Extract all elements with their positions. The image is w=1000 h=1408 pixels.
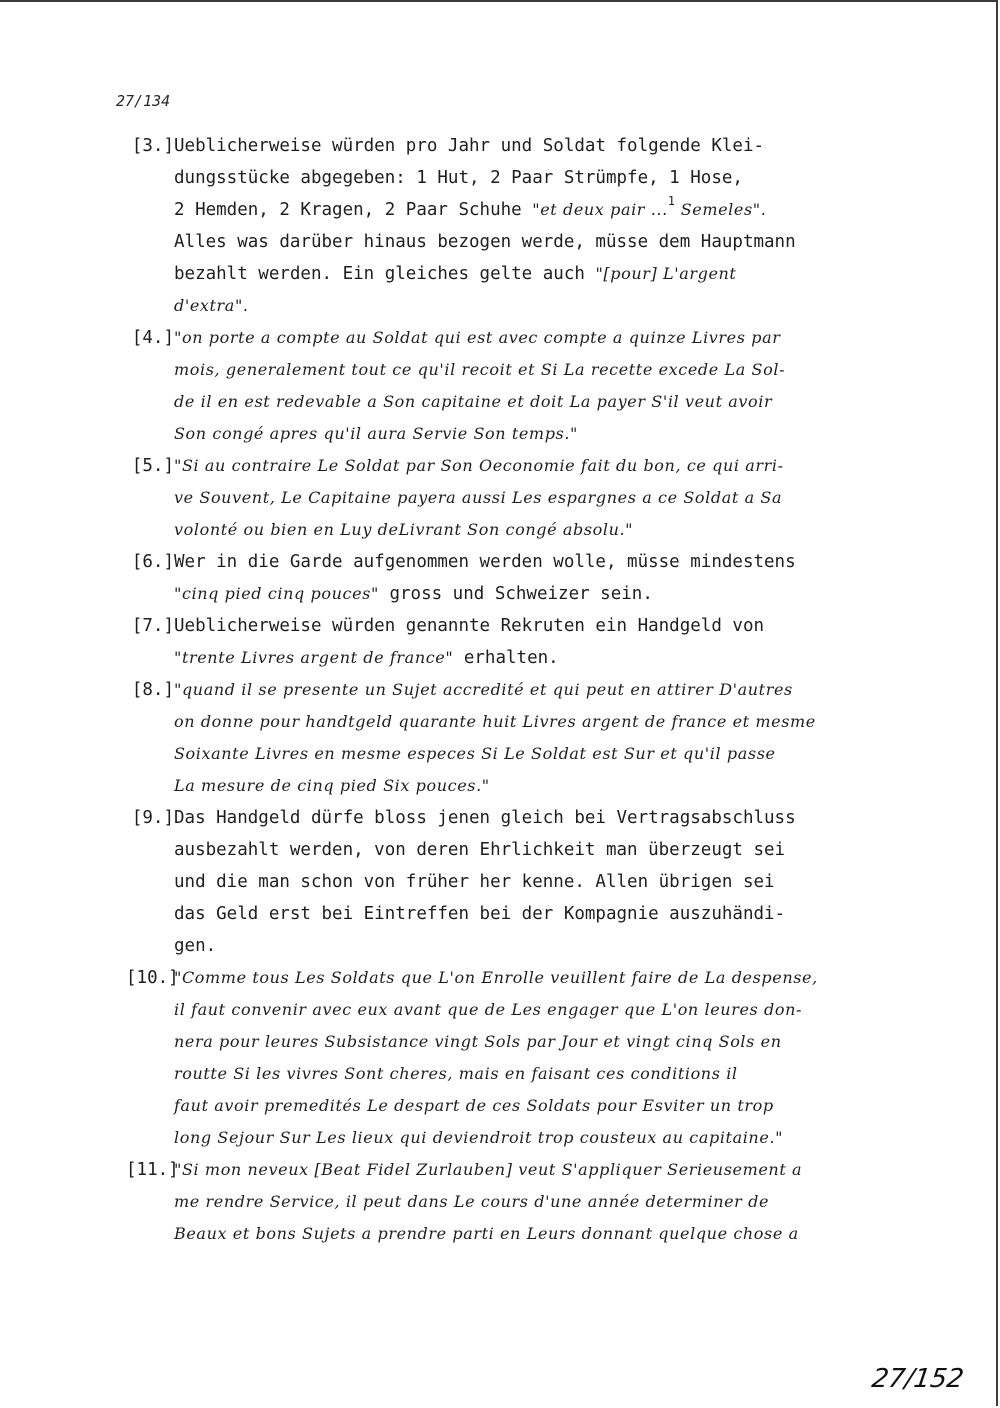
german-text: Alles was darüber hinaus bezogen werde, müsse dem Hauptmann [174, 232, 796, 252]
text-line [174, 610, 914, 642]
german-text: Ueblicherweise würden pro Jahr und Soldat folgende Klei- [174, 136, 765, 156]
text-line [174, 770, 914, 802]
text-line [174, 578, 914, 610]
text-line [174, 1026, 914, 1058]
quoted-french-text: mois, generalement tout ce qu'il recoit et Si La recette excede La Sol- [174, 360, 786, 379]
paragraph-text [174, 546, 914, 610]
text-line [174, 418, 914, 450]
quoted-french-text: "trente Livres argent de france" [174, 648, 454, 667]
text-line [174, 162, 914, 194]
text-line [174, 738, 914, 770]
quoted-french-text: long Sejour Sur Les lieux qui deviendroit trop cousteux au capitaine." [174, 1128, 784, 1147]
quoted-french-text: "et deux pair ... [532, 200, 668, 219]
german-text: bezahlt werden. Ein gleiches gelte auch [174, 264, 596, 284]
handwritten-page-number: 27/152 [869, 1364, 966, 1394]
quoted-french-text: "Si au contraire Le Soldat par Son Oeconomie fait du bon, ce qui arri- [174, 456, 784, 475]
paragraph-text [174, 1154, 914, 1250]
text-line [174, 546, 914, 578]
quoted-french-text: ve Souvent, Le Capitaine payera aussi Les espargnes a ce Soldat a Sa [174, 488, 783, 507]
text-line [174, 834, 914, 866]
paragraph-number: [11.] [126, 1160, 179, 1180]
text-line [174, 1186, 914, 1218]
quoted-french-text: de il en est redevable a Son capitaine et doit La payer S'il veut avoir [174, 392, 773, 411]
text-line [174, 706, 914, 738]
quoted-french-text: "[pour] L'argent [595, 264, 737, 283]
german-text: das Geld erst bei Eintreffen bei der Kompagnie auszuhändi- [174, 904, 786, 924]
paragraph-text [174, 610, 914, 674]
paragraph-text [174, 450, 914, 546]
text-line [174, 386, 914, 418]
quoted-french-text: Semeles". [675, 200, 767, 219]
quoted-french-text: me rendre Service, il peut dans Le cours d'une année determiner de [174, 1192, 770, 1211]
german-text: ausbezahlt werden, von deren Ehrlichkeit man überzeugt sei [174, 840, 786, 860]
quoted-french-text: Son congé apres qu'il aura Servie Son temps." [174, 424, 578, 443]
text-line [174, 130, 914, 162]
text-line [174, 1090, 914, 1122]
paragraph-number: [6.] [131, 552, 174, 572]
german-text: und die man schon von früher her kenne. Allen übrigen sei [174, 872, 775, 892]
text-line [174, 322, 914, 354]
text-line [174, 1058, 914, 1090]
german-text: Das Handgeld dürfe bloss jenen gleich bei Vertragsabschluss [174, 808, 796, 828]
text-line [174, 514, 914, 546]
text-line [174, 930, 914, 962]
quoted-french-text: routte Si les vivres Sont cheres, mais en faisant ces conditions il [174, 1064, 738, 1083]
german-text: gen. [174, 936, 217, 956]
text-line [174, 290, 914, 322]
text-line [174, 1122, 914, 1154]
text-line [174, 482, 914, 514]
text-line [174, 674, 914, 706]
text-line [174, 194, 914, 226]
quoted-french-text: d'extra". [174, 296, 249, 315]
paragraph-number: [8.] [131, 680, 174, 700]
quoted-french-text: "quand il se presente un Sujet accredité et qui peut en attirer D'autres [174, 680, 793, 699]
text-line [174, 866, 914, 898]
paragraph-text [174, 322, 914, 450]
quoted-french-text: Soixante Livres en mesme especes Si Le Soldat est Sur et qu'il passe [174, 744, 776, 763]
quoted-french-text: volonté ou bien en Luy deLivrant Son congé absolu." [174, 520, 634, 539]
paragraph-number: [10.] [126, 968, 179, 988]
text-line [174, 642, 914, 674]
quoted-french-text: faut avoir premedités Le despart de ces Soldats pour Esviter un trop [174, 1096, 774, 1115]
text-line [174, 802, 914, 834]
quoted-french-text: "on porte a compte au Soldat qui est avec compte a quinze Livres par [174, 328, 781, 347]
text-line [174, 1154, 914, 1186]
page-reference: 27/134 [116, 92, 171, 110]
text-line [174, 258, 914, 290]
text-line [174, 962, 914, 994]
paragraph-text [174, 802, 914, 962]
quoted-french-text: La mesure de cinq pied Six pouces." [174, 776, 490, 795]
text-line [174, 354, 914, 386]
paragraph-text [174, 962, 914, 1154]
paragraph-number: [4.] [131, 328, 174, 348]
german-text: dungsstücke abgegeben: 1 Hut, 2 Paar Strümpfe, 1 Hose, [174, 168, 743, 188]
paragraph-number: [7.] [131, 616, 174, 636]
quoted-french-text: Beaux et bons Sujets a prendre parti en Leurs donnant quelque chose a [174, 1224, 799, 1243]
german-text: 2 Hemden, 2 Kragen, 2 Paar Schuhe [174, 200, 533, 220]
quoted-french-text: on donne pour handtgeld quarante huit Livres argent de france et mesme [174, 712, 816, 731]
german-text: Wer in die Garde aufgenommen werden wolle, müsse mindestens [174, 552, 796, 572]
text-line [174, 1218, 914, 1250]
german-text: gross und Schweizer sein. [378, 584, 653, 604]
quoted-french-text: "cinq pied cinq pouces" [174, 584, 379, 603]
text-line [174, 898, 914, 930]
paragraph-text [174, 674, 914, 802]
quoted-french-text: "Comme tous Les Soldats que L'on Enrolle veuillent faire de La despense, [174, 968, 818, 987]
text-line [174, 226, 914, 258]
paragraph-number: [5.] [131, 456, 174, 476]
german-text: Ueblicherweise würden genannte Rekruten ein Handgeld von [174, 616, 765, 636]
quoted-french-text: il faut convenir avec eux avant que de Les engager que L'on leures don- [174, 1000, 803, 1019]
text-line [174, 994, 914, 1026]
paragraph-text [174, 130, 914, 322]
paragraph-number: [9.] [131, 808, 174, 828]
footnote-marker: 1 [667, 194, 676, 208]
quoted-french-text: "Si mon neveux [Beat Fidel Zurlauben] veut S'appliquer Serieusement a [174, 1160, 803, 1179]
text-line [174, 450, 914, 482]
german-text: erhalten. [453, 648, 559, 668]
paragraph-number: [3.] [131, 136, 174, 156]
quoted-french-text: nera pour leures Subsistance vingt Sols par Jour et vingt cinq Sols en [174, 1032, 782, 1051]
